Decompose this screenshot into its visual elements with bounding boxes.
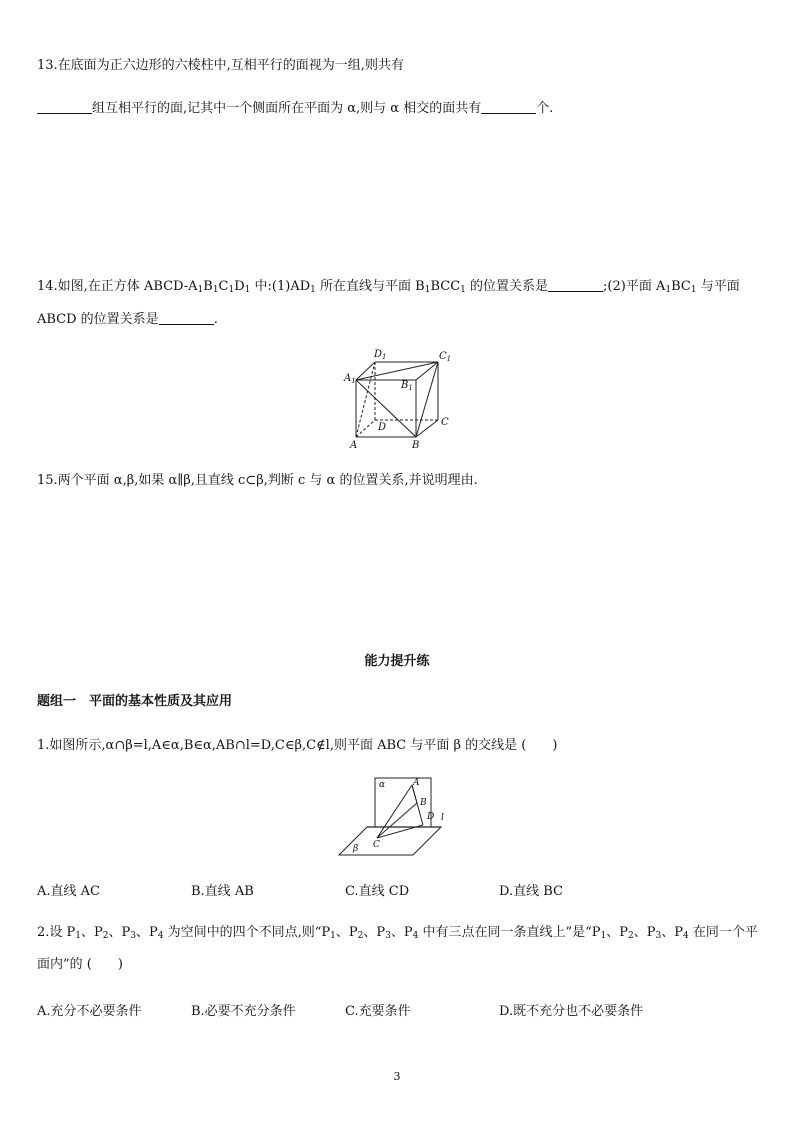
cube-figure (340, 345, 460, 455)
page-number: 3 (393, 1070, 401, 1083)
option-b[interactable]: B.必要不充分条件 (191, 1004, 296, 1019)
q14-line1: 14.如图,在正方体 ABCD-$A_1B_1C_1D_1$ 中$:(1)AD_1$ 所在直线与平面 $B_1BCC_1$ 的位置关系是 ;(2)平面 $A_1BC_1$ 与平面 (37, 279, 740, 295)
option-d[interactable]: D.既不充分也不必要条件 (499, 1004, 644, 1019)
q14-line2: ABCD 的位置关系是 . (37, 312, 218, 327)
answer-blank[interactable] (481, 101, 536, 114)
option-d[interactable]: D.直线 BC (499, 884, 563, 899)
section-title: 能力提升练 (364, 654, 430, 669)
label-D: D (427, 812, 435, 822)
label-A1: $A_1$ (344, 373, 356, 385)
q2-line2: 面内”的 ( ) (37, 957, 123, 972)
answer-blank[interactable] (159, 312, 214, 325)
option-b[interactable]: B.直线 AB (191, 884, 254, 899)
q15-text: 15.两个平面 α,β,如果 α∥β,且直线 c⊂β,判断 c 与 α 的位置关系,并说明理由. (37, 473, 478, 488)
label-A: A (413, 778, 420, 788)
q2-line1: 2.设 $P_1$、$P_2$、$P_3$、$P_4$ 为空间中的四个不同点,则“$P_1$、$P_2$、$P_3$、$P_4$ 中有三点在同一条直线上”是“$P_1$、$P_2$、$P_3$、$P_4$ 在同一个平 (37, 925, 758, 941)
group-title: 题组一 平面的基本性质及其应用 (37, 694, 233, 709)
label-B: B (420, 798, 427, 808)
label-C: C (373, 840, 380, 850)
label-C: C (441, 417, 449, 428)
label-A: A (350, 440, 358, 451)
label-B1: $B_1$ (401, 380, 413, 392)
q1-text: 1.如图所示,α∩β=l,A∈α,B∈α,AB∩l=D,C∈β,C∉l,则平面 ABC 与平面 β 的交线是 ( ) (37, 738, 558, 753)
label-alpha: α (379, 780, 386, 790)
answer-blank[interactable] (37, 101, 92, 114)
q13-line2: 组互相平行的面,记其中一个侧面所在平面为 α,则与 α 相交的面共有 个. (37, 101, 553, 117)
label-D1: $D_1$ (374, 349, 387, 361)
label-beta: β (353, 844, 359, 854)
answer-blank[interactable] (548, 279, 603, 292)
planes-figure (333, 775, 453, 860)
label-l: l (441, 813, 444, 823)
label-D: D (378, 422, 387, 433)
option-a[interactable]: A.充分不必要条件 (37, 1004, 142, 1019)
label-B: B (412, 440, 420, 451)
option-c[interactable]: C.充要条件 (345, 1004, 411, 1019)
option-a[interactable]: A.直线 AC (37, 884, 100, 899)
label-C1: $C_1$ (439, 351, 452, 363)
q13-line1: 13.在底面为正六边形的六棱柱中,互相平行的面视为一组,则共有 (37, 58, 404, 73)
option-c[interactable]: C.直线 CD (345, 884, 410, 899)
